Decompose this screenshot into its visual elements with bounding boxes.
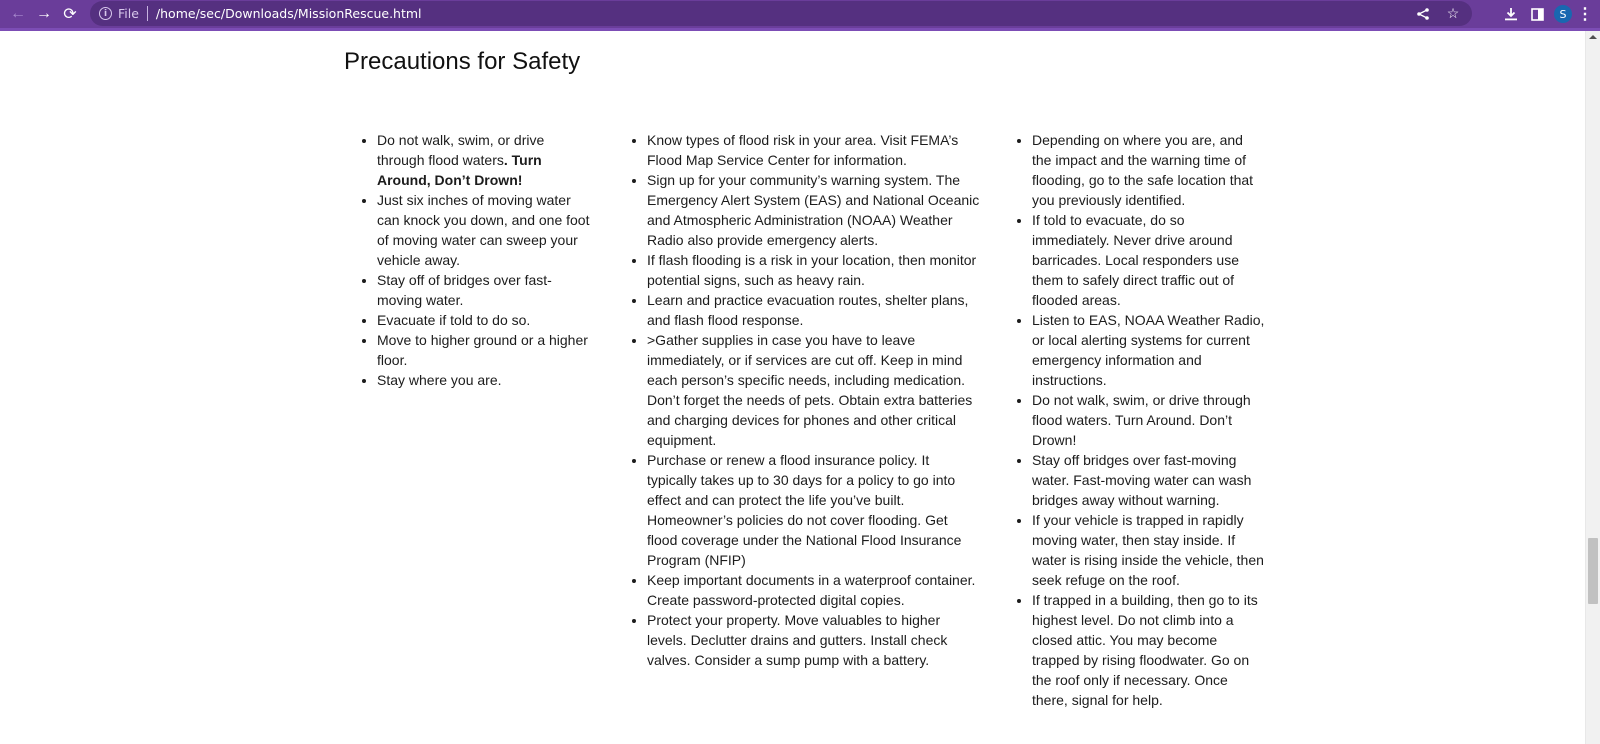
address-bar[interactable] [90,1,1472,26]
list-item: • Learn and practice evacuation routes, shelter plans, and flash flood response. [647,290,980,330]
list-item: • If told to evacuate, do so immediately. Never drive around barricades. Local responders use them to safely direct traffic out of flooded areas. [1032,210,1265,310]
scheme-label: File [118,6,139,21]
reload-icon: ⟳ [63,6,77,23]
precaution-list [1000,130,1265,710]
list-item: • Do not walk, swim, or drive through flood waters. Turn Around. Don’t Drown! [1032,390,1265,450]
emphasis-text: . Turn Around, Don’t Drown! [377,152,542,188]
arrow-right-icon: → [36,5,52,22]
list-item: • Stay off of bridges over fast-moving water. [377,270,595,310]
list-item: • If flash flooding is a risk in your location, then monitor potential signs, such as heavy rain. [647,250,980,290]
bookmark-star-icon[interactable]: ☆ [1446,5,1460,21]
list-item: • Protect your property. Move valuables to higher levels. Declutter drains and gutters. Install check valves. Consider a sump pump with a battery. [647,610,980,670]
precaution-list [615,130,980,670]
column-before-flood-immediate [345,130,595,390]
toolbar-actions [1498,0,1600,28]
omnibox-actions [1414,1,1462,26]
side-panel-icon[interactable] [1528,5,1546,23]
url-text[interactable]: /home/sec/Downloads/MissionRescue.html [155,6,422,21]
list-item: • Evacuate if told to do so. [377,310,595,330]
browser-toolbar [0,0,1600,28]
share-icon[interactable] [1414,5,1432,23]
download-icon[interactable] [1502,5,1520,23]
list-item: • Stay where you are. [377,370,595,390]
reload-button[interactable] [57,1,83,27]
scroll-up-arrow-icon[interactable] [1589,35,1597,39]
back-button[interactable] [5,1,31,27]
more-menu-icon[interactable]: ⋮ [1577,6,1593,23]
list-item: • >Gather supplies in case you have to leave immediately, or if services are cut off. Keep in mind each person’s specific needs, including medication. Don’t forget the needs of pets. Obtain extra batteries and charging devices for phones and other critical equipment. [647,330,980,450]
list-item: • Know types of flood risk in your area. Visit FEMA’s Flood Map Service Center for information. [647,130,980,170]
column-during-flood [1000,130,1265,710]
info-icon[interactable]: i [99,7,112,20]
arrow-left-icon: ← [10,5,26,22]
list-item: • Purchase or renew a flood insurance policy. It typically takes up to 30 days for a policy to go into effect and can protect the life you’ve built. Homeowner’s policies do not cover flooding. Get flood coverage under the National Flood Insurance Program (NFIP) [647,450,980,570]
page-content [0,31,1585,744]
profile-avatar[interactable]: S [1554,5,1572,23]
forward-button[interactable] [31,1,57,27]
list-item: • Do not walk, swim, or drive through flood waters. Turn Around, Don’t Drown! [377,130,595,190]
scrollbar-thumb[interactable] [1588,538,1598,604]
precaution-list [345,130,595,390]
vertical-scrollbar[interactable] [1585,31,1600,744]
page-title: Precautions for Safety [344,48,581,75]
list-item: • Move to higher ground or a higher floor. [377,330,595,370]
column-prepare [615,130,980,670]
list-item: • Just six inches of moving water can knock you down, and one foot of moving water can sweep your vehicle away. [377,190,595,270]
divider [147,6,148,21]
list-item: • Depending on where you are, and the impact and the warning time of flooding, go to the safe location that you previously identified. [1032,130,1265,210]
list-item: • If trapped in a building, then go to its highest level. Do not climb into a closed attic. You may become trapped by rising floodwater. Go on the roof only if necessary. Once there, signal for help. [1032,590,1265,710]
list-item: • Keep important documents in a waterproof container. Create password-protected digital copies. [647,570,980,610]
list-item: • Stay off bridges over fast-moving water. Fast-moving water can wash bridges away without warning. [1032,450,1265,510]
list-item: • Sign up for your community’s warning system. The Emergency Alert System (EAS) and National Oceanic and Atmospheric Administration (NOAA) Weather Radio also provide emergency alerts. [647,170,980,250]
list-item: • Listen to EAS, NOAA Weather Radio, or local alerting systems for current emergency information and instructions. [1032,310,1265,390]
list-item: • If your vehicle is trapped in rapidly moving water, then stay inside. If water is rising inside the vehicle, then seek refuge on the roof. [1032,510,1265,590]
